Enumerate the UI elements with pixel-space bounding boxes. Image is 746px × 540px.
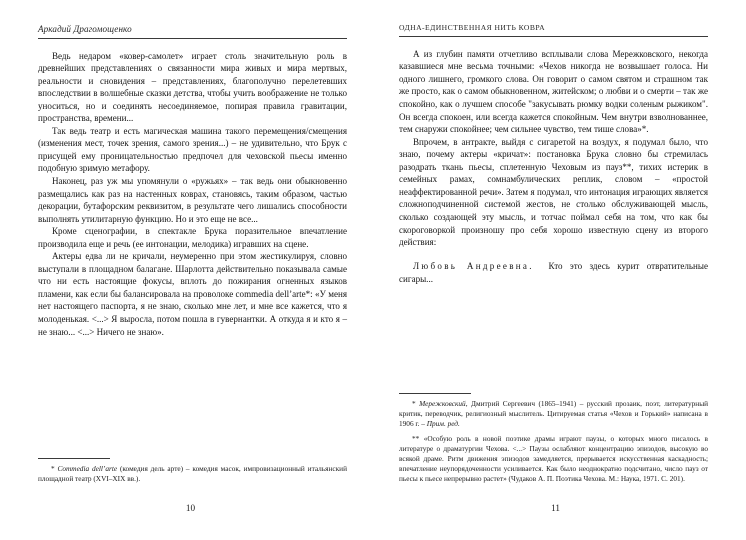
footnote-text: , Дмитрий Сергеевич (1865–1941) – русский прозаик, поэт, литературный критик, переводчик, религиозный мыслитель. Цитируемая статья «Чехов и Горький» написана в 1906 г. – bbox=[399, 398, 708, 428]
dialogue-text: Кто это здесь курит отвратительные сигары... bbox=[399, 261, 708, 284]
page-number-recto: 11 bbox=[551, 503, 560, 513]
page-recto bbox=[373, 0, 746, 540]
footnote-separator-rule bbox=[399, 393, 471, 394]
footnote-italic-tail: Прим. ред. bbox=[426, 418, 460, 428]
footnote-text: «Особую роль в новой поэтике драмы играют паузы, о которых много писалось в литературе о драматургии Чехова. <...> Паузы ослабляют концентрацию эпизодов, высокую во всякой драме. Ритм движения эпизодов замедляется, прерывается искусственная каскадность; впечатление неупорядоченности усиливается. Как было неоднократно подсчитано, число пауз от пьесы к пьесе непрерывно растет» (Чудаков А. П. Поэтика Чехова. М.: Наука, 1971. С. 201). bbox=[399, 433, 708, 483]
footnote-separator-rule bbox=[38, 458, 110, 459]
page-verso-textblock bbox=[38, 24, 347, 530]
dialogue-speaker: Любовь Андреевна. bbox=[413, 261, 534, 272]
paragraph: А из глубин памяти отчетливо всплывали слова Мережковского, некогда казавшиеся мне весьма точными: «Чехов никогда не возвышает голоса. Ни одного лишнего, громкого слова. Он говорит о самом святом и страшном так же просто, как о самом обыкновенном, житейском; о любви и о смерти – так же спокойно, как о лучшем способе "закусывать рюмку водки соленым рыжиком". Он всегда спокоен, или всегда кажется спокойным. Чем внутри взволнованнее, тем снаружи спокойнее; чем сильнее чувство, тем тише слова»*. bbox=[399, 48, 708, 135]
paragraph: Впрочем, в антракте, выйдя с сигаретой на воздух, я подумал было, что знаю, почему актеры «кричат»: постановка Брука словно бы стремилась разодрать ткань пьесы, сплетенную Чеховым из пауз**, тихих истерик в семейных рамах, сомнамбулических реплик, словом – «простой неаффектированной речи». Затем я подумал, что интонация играющих является сложноподчиненной системой жестов, не столько обслуживающей мысль, сколько создающей эту мысль, и тотчас поймал себя на том, что как бы скороговоркой произношу про себя хорошо известную сцену из второго действия: bbox=[399, 136, 708, 248]
footnote-item bbox=[38, 464, 347, 484]
dialogue-line bbox=[399, 260, 708, 285]
footnote-italic-lead: Commedia dell’arte bbox=[57, 463, 118, 473]
running-head-recto: ОДНА-ЕДИНСТВЕННАЯ НИТЬ КОВРА bbox=[399, 24, 708, 37]
footnotes-verso bbox=[38, 458, 347, 484]
body-text-recto bbox=[399, 48, 708, 285]
paragraph: Наконец, раз уж мы упомянули о «ружьях» – так ведь они обыкновенно размещались как раз на настенных коврах, становясь, таким образом, частью декорации, бутафорским реквизитом, в результате чего лишались способности выполнять утилитарную функцию. Но и это еще не все... bbox=[38, 175, 347, 224]
footnote-text: (комедия дель арте) – комедия масок, импровизационный итальянский площадной театр (XVI–XIX вв.). bbox=[38, 463, 347, 483]
page-number-verso: 10 bbox=[185, 503, 196, 513]
footnote-italic-lead: Мережковский bbox=[419, 398, 466, 408]
footnotes-recto bbox=[399, 393, 708, 484]
footnote-marker: * bbox=[51, 463, 55, 473]
page-recto-textblock bbox=[399, 24, 708, 530]
footnote-item bbox=[399, 434, 708, 484]
paragraph: Кроме сценографии, в спектакле Брука поразительное впечатление производила еще и речь (ее интонации, мелодика) игравших на сцене. bbox=[38, 226, 347, 249]
running-head-verso: Аркадий Драгомощенко bbox=[38, 24, 347, 39]
footnote-marker: * bbox=[412, 398, 416, 408]
paragraph: Актеры едва ли не кричали, неумеренно при этом жестикулируя, словно выступали в площадном балагане. Шарлотта действительно показывала самые что ни есть настоящие фокусы, вплоть до пожирания огненных языков пламени, как если бы балансировала на проволоке commedia dell’arte*: «У меня нет настоящего паспорта, я не знаю, сколько мне лет, и мне все кажется, что я молоденькая. <...> Я выросла, потом пошла в гувернантки. А откуда я и кто я – не знаю... <...> Ничего не знаю». bbox=[38, 251, 347, 337]
paragraph: Так ведь театр и есть магическая машина такого перемещения/смещения (изменения мест, точек зрения, самого зрения...) – не удивительно, что Брук с присущей ему проницательностью предпочел для чеховской пьесы именно подобную зримую метафору. bbox=[38, 125, 347, 174]
paragraph: Ведь недаром «ковер-самолет» играет столь значительную роль в древнейших представлениях о связанности мира живых и мира мертвых, реальности и сновидения – представлениях, благополучно перелетевших впоследствии в волшебные сказки детства, чтобы учить воображение не только уноситься, но и соединять несоединяемое, попирая правила гравитации, пространства, времени... bbox=[38, 50, 347, 124]
footnote-marker: ** bbox=[412, 433, 420, 443]
body-text-verso bbox=[38, 50, 347, 339]
footnote-item bbox=[399, 399, 708, 429]
